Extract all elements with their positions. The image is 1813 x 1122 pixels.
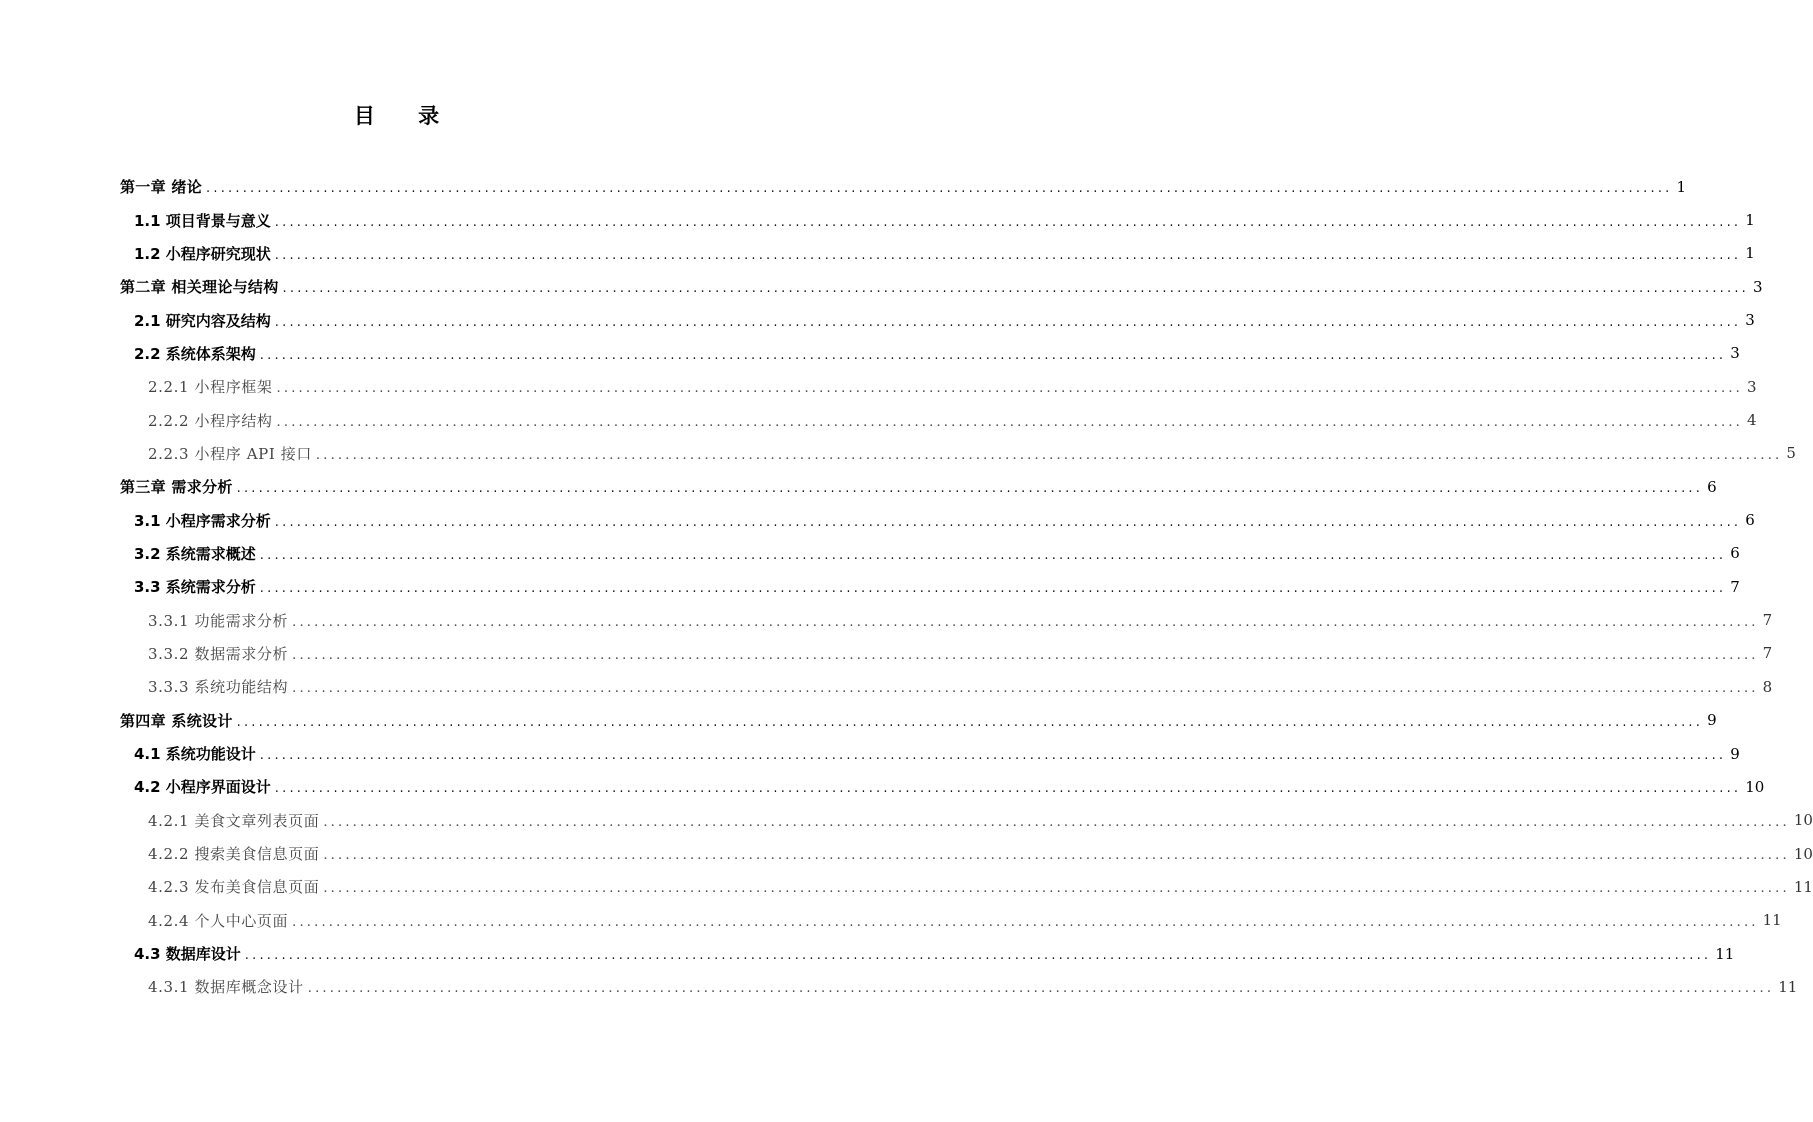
toc-entry-title: 3.3.2 数据需求分析 xyxy=(148,644,289,663)
toc-entry-page-number: 3 xyxy=(1745,311,1755,330)
toc-entry-title: 3.2 系统需求概述 xyxy=(134,544,256,563)
toc-entry-title: 4.2.2 搜索美食信息页面 xyxy=(148,845,320,864)
toc-entry-page-number: 1 xyxy=(1745,211,1755,230)
toc-dot-leader: ........................................................................................................................................................................................................ xyxy=(276,414,1744,430)
toc-entry[interactable] xyxy=(0,403,1757,436)
toc-dot-leader: ........................................................................................................................................................................................................ xyxy=(259,581,1727,597)
toc-entry-page-number: 10 xyxy=(1793,844,1813,863)
toc-entry-title: 2.2.3 小程序 API 接口 xyxy=(148,444,312,463)
toc-entry-title: 4.2.1 美食文章列表页面 xyxy=(148,811,320,830)
toc-entry-page-number: 8 xyxy=(1762,677,1773,696)
toc-entry-page-number: 11 xyxy=(1778,977,1798,996)
toc-entry-page-number: 11 xyxy=(1715,944,1735,963)
toc-entry-page-number: 10 xyxy=(1793,811,1813,830)
toc-entry-title: 第一章 绪论 xyxy=(120,178,203,197)
toc-entry-title: 4.3 数据库设计 xyxy=(134,945,241,964)
toc-dot-leader: ........................................................................................................................................................................................................ xyxy=(206,181,1673,197)
toc-entry[interactable] xyxy=(0,370,1757,403)
toc-entry-page-number: 6 xyxy=(1730,544,1740,563)
toc-entry-page-number: 6 xyxy=(1745,511,1755,530)
page-title: 目 录 xyxy=(353,104,458,128)
toc-entry-title: 3.3.3 系统功能结构 xyxy=(148,678,289,697)
toc-entry[interactable] xyxy=(0,904,1782,937)
toc-entry[interactable] xyxy=(0,270,1763,303)
toc-entry-page-number: 7 xyxy=(1730,577,1740,596)
toc-entry-title: 第三章 需求分析 xyxy=(120,478,233,497)
toc-dot-leader: ........................................................................................................................................................................................................ xyxy=(274,214,1742,230)
toc-entry-page-number: 9 xyxy=(1730,744,1740,763)
toc-entry-title: 4.1 系统功能设计 xyxy=(134,745,256,764)
toc-dot-leader: ........................................................................................................................................................................................................ xyxy=(323,881,1790,897)
table-of-contents xyxy=(0,170,1813,1004)
toc-dot-leader: ........................................................................................................................................................................................................ xyxy=(259,547,1727,563)
toc-entry-page-number: 7 xyxy=(1762,644,1773,663)
toc-entry[interactable] xyxy=(0,470,1717,503)
toc-entry[interactable] xyxy=(0,570,1740,603)
toc-entry-page-number: 9 xyxy=(1707,711,1717,730)
toc-entry[interactable] xyxy=(0,170,1687,203)
toc-entry-title: 4.2.3 发布美食信息页面 xyxy=(148,878,320,897)
toc-dot-leader: ........................................................................................................................................................................................................ xyxy=(292,681,1759,697)
toc-entry[interactable] xyxy=(0,870,1813,903)
toc-entry[interactable] xyxy=(0,737,1740,770)
toc-entry-page-number: 5 xyxy=(1786,444,1796,463)
toc-entry[interactable] xyxy=(0,537,1740,570)
toc-entry-title: 4.2 小程序界面设计 xyxy=(134,778,271,797)
toc-dot-leader: ........................................................................................................................................................................................................ xyxy=(274,314,1742,330)
toc-entry-title: 4.2.4 个人中心页面 xyxy=(148,911,289,930)
toc-entry-page-number: 11 xyxy=(1793,877,1813,896)
toc-entry-page-number: 11 xyxy=(1762,911,1782,930)
toc-dot-leader: ........................................................................................................................................................................................................ xyxy=(307,981,1775,997)
toc-entry-title: 1.2 小程序研究现状 xyxy=(134,244,271,263)
toc-entry[interactable] xyxy=(0,937,1735,970)
toc-dot-leader: ........................................................................................................................................................................................................ xyxy=(323,848,1790,864)
toc-entry-page-number: 4 xyxy=(1747,411,1757,430)
toc-entry[interactable] xyxy=(0,603,1773,636)
toc-entry-title: 2.2 系统体系架构 xyxy=(134,344,256,363)
toc-dot-leader: ........................................................................................................................................................................................................ xyxy=(323,814,1790,830)
toc-dot-leader: ........................................................................................................................................................................................................ xyxy=(292,647,1759,663)
toc-dot-leader: ........................................................................................................................................................................................................ xyxy=(315,447,1783,463)
toc-dot-leader: ........................................................................................................................................................................................................ xyxy=(244,948,1712,964)
toc-entry-page-number: 7 xyxy=(1762,611,1773,630)
toc-entry[interactable] xyxy=(0,670,1773,703)
toc-entry-page-number: 3 xyxy=(1753,277,1763,296)
toc-entry[interactable] xyxy=(0,804,1813,837)
toc-dot-leader: ........................................................................................................................................................................................................ xyxy=(274,247,1742,263)
toc-dot-leader: ........................................................................................................................................................................................................ xyxy=(292,614,1759,630)
toc-entry[interactable] xyxy=(0,303,1755,336)
toc-dot-leader: ........................................................................................................................................................................................................ xyxy=(259,347,1727,363)
toc-dot-leader: ........................................................................................................................................................................................................ xyxy=(259,748,1727,764)
toc-entry-page-number: 3 xyxy=(1747,377,1757,396)
toc-dot-leader: ........................................................................................................................................................................................................ xyxy=(236,714,1704,730)
toc-entry-title: 1.1 项目背景与意义 xyxy=(134,211,271,230)
toc-entry-title: 3.3 系统需求分析 xyxy=(134,578,256,597)
toc-entry[interactable] xyxy=(0,970,1798,1003)
toc-dot-leader: ........................................................................................................................................................................................................ xyxy=(276,381,1744,397)
toc-entry[interactable] xyxy=(0,237,1755,270)
toc-entry[interactable] xyxy=(0,203,1755,236)
toc-entry-title: 3.3.1 功能需求分析 xyxy=(148,611,289,630)
toc-entry-title: 2.1 研究内容及结构 xyxy=(134,311,271,330)
toc-dot-leader: ........................................................................................................................................................................................................ xyxy=(282,281,1749,297)
toc-entry[interactable] xyxy=(0,337,1740,370)
toc-entry-title: 4.3.1 数据库概念设计 xyxy=(148,978,304,997)
toc-entry[interactable] xyxy=(0,503,1755,536)
toc-dot-leader: ........................................................................................................................................................................................................ xyxy=(292,914,1759,930)
toc-dot-leader: ........................................................................................................................................................................................................ xyxy=(236,481,1704,497)
toc-entry-title: 2.2.2 小程序结构 xyxy=(148,411,273,430)
toc-entry-page-number: 6 xyxy=(1707,477,1717,496)
toc-entry-title: 第二章 相关理论与结构 xyxy=(120,278,279,297)
toc-entry-title: 3.1 小程序需求分析 xyxy=(134,511,271,530)
toc-entry-page-number: 3 xyxy=(1730,344,1740,363)
toc-entry[interactable] xyxy=(0,837,1813,870)
toc-dot-leader: ........................................................................................................................................................................................................ xyxy=(274,514,1742,530)
toc-dot-leader: ........................................................................................................................................................................................................ xyxy=(274,781,1742,797)
toc-entry[interactable] xyxy=(0,770,1765,803)
toc-entry-page-number: 1 xyxy=(1745,244,1755,263)
toc-entry[interactable] xyxy=(0,637,1773,670)
toc-entry-page-number: 10 xyxy=(1745,777,1765,796)
toc-entry[interactable] xyxy=(0,704,1717,737)
toc-entry-page-number: 1 xyxy=(1676,177,1687,196)
toc-entry[interactable] xyxy=(0,437,1796,470)
toc-entry-title: 2.2.1 小程序框架 xyxy=(148,378,273,397)
toc-entry-title: 第四章 系统设计 xyxy=(120,711,233,730)
